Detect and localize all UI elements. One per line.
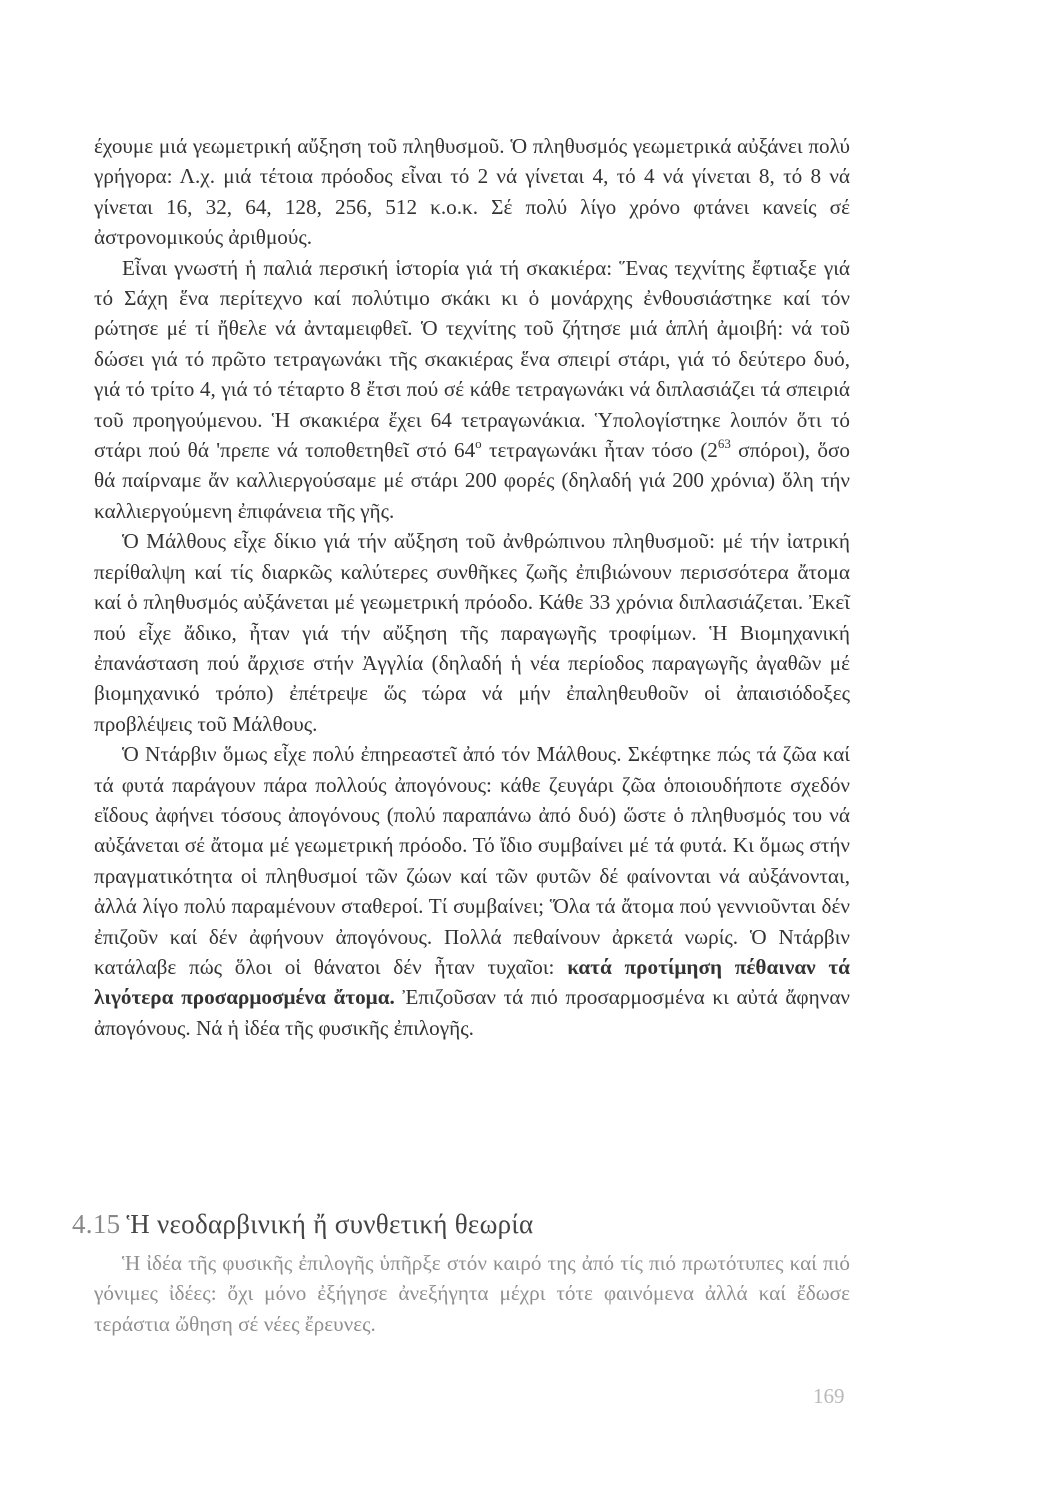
paragraph-text: τετραγωνάκι ἦταν τόσο (2	[481, 438, 718, 463]
paragraph-geometric-growth	[94, 131, 850, 253]
paragraph-darwin	[94, 739, 850, 1043]
section-heading	[72, 1207, 852, 1241]
exponent-superscript: 63	[717, 436, 731, 451]
paragraph-natural-selection-idea	[94, 1248, 850, 1339]
paragraph-text: Ὁ Μάλθους εἶχε δίκιο γιά τήν αὔξηση τοῦ ἀνθρώπινου πληθυσμοῦ: μέ τήν ἰατρική περίθαλψη καί τίς διαρκῶς καλύτερες συνθῆκες ζωῆς ἐπιβιώνουν περισσότερα ἄτομα καί ὁ πληθυσμός αὐξάνεται μέ γεωμετρική πρόοδο. Κάθε 33 χρόνια διπλασιάζεται. Ἐκεῖ πού εἶχε ἄδικο, ἦταν γιά τήν αὔξηση τῆς παραγωγῆς τροφίμων. Ἡ Βιομηχανική ἐπανάσταση πού ἄρχισε στήν Ἀγγλία (δηλαδή ἡ νέα περίοδος παραγωγῆς ἀγαθῶν μέ βιομηχανικό τρόπο) ἐπέτρεψε ὥς τώρα νά μήν ἐπαληθευθοῦν οἱ ἀπαισιόδοξες προβλέψεις τοῦ Μάλθους.	[94, 529, 850, 736]
paragraph-text: σπόροι), ὅσο θά παίρναμε ἄν καλλιεργούσαμε μέ στάρι 200 φορές (δηλαδή γιά 200 χρόνια) ὅλη τήν καλλιεργούμενη ἐπιφάνεια τῆς γῆς.	[94, 438, 851, 523]
section-title: Ἡ νεοδαρβινική ἤ συνθετική θεωρία	[126, 1209, 534, 1239]
paragraph-text: Ἡ ἰδέα τῆς φυσικῆς ἐπιλογῆς ὑπῆρξε στόν καιρό της ἀπό τίς πιό πρωτότυπες καί πιό γόνιμες ἰδέες: ὄχι μόνο ἐξήγησε ἀνεξήγητα μέχρι τότε φαινόμενα ἀλλά καί ἔδωσε τεράστια ὤθηση σέ νέες ἔρευνες.	[94, 1251, 850, 1336]
paragraph-text: Εἶναι γνωστή ἡ παλιά περσική ἱστορία γιά τή σκακιέρα: Ἕνας τεχνίτης ἔφτιαξε γιά τό Σάχη ἕνα περίτεχνο καί πολύτιμο σκάκι κι ὁ μονάρχης ἐνθουσιάστηκε καί τόν ρώτησε μέ τί ἤθελε νά ἀνταμειφθεῖ. Ὁ τεχνίτης τοῦ ζήτησε μιά ἁπλή ἀμοιβή: νά τοῦ δώσει γιά τό πρῶτο τετραγωνάκι τῆς σκακιέρας ἕνα σπειρί στάρι, γιά τό δεύτερο δυό, γιά τό τρίτο 4, γιά τό τέταρτο 8 ἔτσι πού σέ κάθε τετραγωνάκι νά διπλασιάζει τά σπειριά τοῦ προηγούμενου. Ἡ σκακιέρα ἔχει 64 τετραγωνάκια. Ὑπολογίστηκε λοιπόν ὅτι τό στάρι πού θά 'πρεπε νά τοποθετηθεῖ στό 64	[94, 255, 850, 463]
paragraph-text: Ἐπιζοῦσαν τά πιό προσαρμοσμένα κι αὐτά ἄφηναν ἀπογόνους. Νά ἡ ἰδέα τῆς φυσικῆς ἐπιλογῆς.	[94, 985, 850, 1040]
paragraph-malthus	[94, 526, 850, 739]
paragraph-text: έχουμε μιά γεωμετρική αὔξηση τοῦ πληθυσμοῦ. Ὁ πληθυσμός γεωμετρικά αὐξάνει πολύ γρήγορα: Λ.χ. μιά τέτοια πρόοδος εἶναι τό 2 νά γίνεται 4, τό 4 νά γίνεται 8, τό 8 νά γίνεται 16, 32, 64, 128, 256, 512 κ.ο.κ. Σέ πολύ λίγο χρόνο φτάνει κανείς σέ ἀστρονομικούς ἀριθμούς.	[94, 134, 850, 250]
body-text	[94, 131, 850, 1043]
ordinal-superscript: ο	[475, 436, 482, 451]
paragraph-chessboard-story	[94, 253, 850, 527]
emphasized-text: κατά προτίμηση πέθαιναν τά λιγότερα προσαρμοσμένα ἄτομα.	[94, 954, 850, 1010]
paragraph-text: Ὁ Ντάρβιν ὅμως εἶχε πολύ ἐπηρεαστεῖ ἀπό τόν Μάλθους. Σκέφτηκε πώς τά ζῶα καί τά φυτά παράγουν πάρα πολλούς ἀπογόνους: κάθε ζευγάρι ζῶα ὁποιουδήποτε σχεδόν εἴδους ἀφήνει τόσους ἀπογόνους (πολύ παραπάνω ἀπό δυό) ὥστε ὁ πληθυσμός του νά αὐξάνεται σέ ἄτομα μέ γεωμετρική πρόοδο. Τό ἴδιο συμβαίνει μέ τά φυτά. Κι ὅμως στήν πραγματικότητα οἱ πληθυσμοί τῶν ζώων καί τῶν φυτῶν δέ φαίνονται νά αὐξάνονται, ἀλλά λίγο πολύ παραμένουν σταθεροί. Τί συμβαίνει; Ὅλα τά ἄτομα πού γεννιοῦνται δέν ἐπιζοῦν καί δέν ἀφήνουν ἀπογόνους. Πολλά πεθαίνουν ἀρκετά νωρίς. Ὁ Ντάρβιν κατάλαβε πώς ὅλοι οἱ θάνατοι δέν ἦταν τυχαῖοι:	[94, 742, 850, 979]
section-number: 4.15	[72, 1209, 121, 1239]
section-intro	[94, 1248, 850, 1339]
page-number: 169	[813, 1384, 845, 1408]
